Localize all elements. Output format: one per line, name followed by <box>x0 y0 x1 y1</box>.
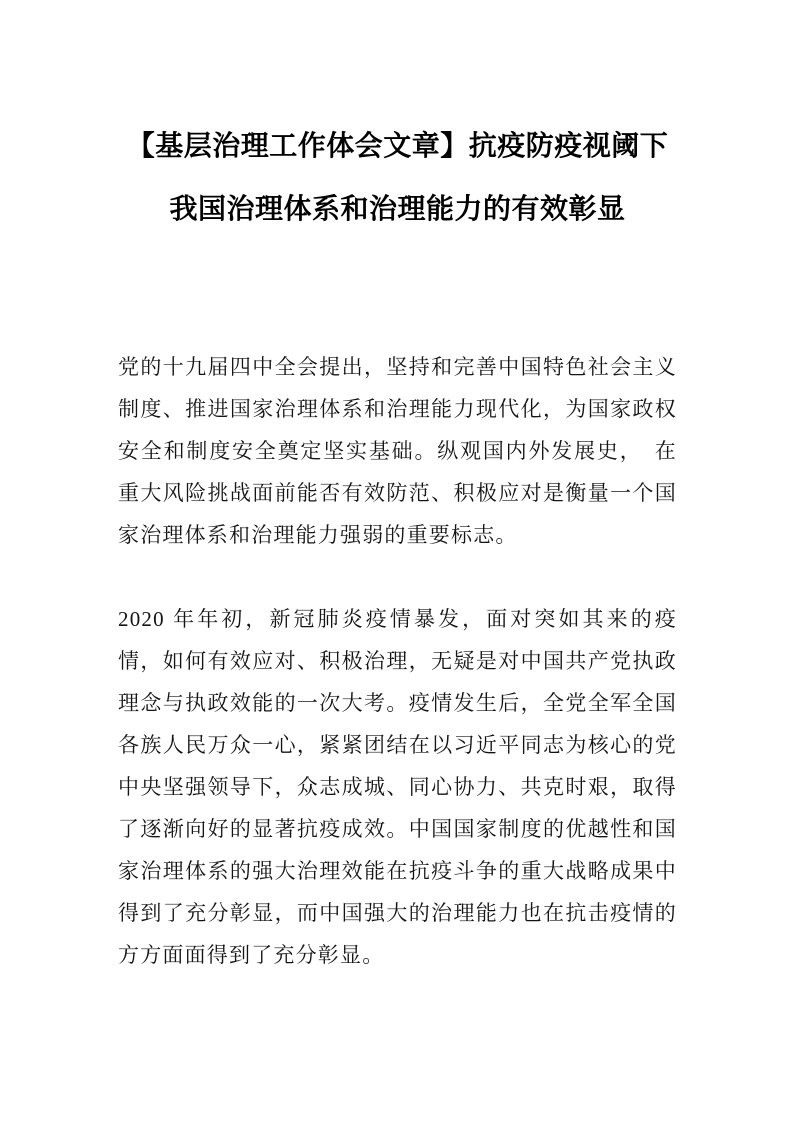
document-title <box>118 115 677 241</box>
document-title-line-2: 我国治理体系和治理能力的有效彰显 <box>169 194 626 225</box>
document-title-line-1: 【基层治理工作体会文章】抗疫防疫视阈下 <box>126 131 669 162</box>
body-paragraph-1: 党的十九届四中全会提出，坚持和完善中国特色社会主义制度、推进国家治理体系和治理能力现代化，为国家政权安全和制度安全奠定坚实基础。纵观国内外发展史， 在重大风险挑战面前能否有效防范、积极应对是衡量一个国家治理体系和治理能力强弱的重要标志。 <box>118 355 677 547</box>
body-paragraph-2: 2020 年年初，新冠肺炎疫情暴发，面对突如其来的疫情，如何有效应对、积极治理，无疑是对中国共产党执政理念与执政效能的一次大考。疫情发生后，全党全军全国各族人民万众一心，紧紧团结在以习近平同志为核心的党中央坚强领导下，众志成城、同心协力、共克时艰，取得了逐渐向好的显著抗疫成效。中国国家制度的优越性和国家治理体系的强大治理效能在抗疫斗争的重大战略成果中得到了充分彰显，而中国强大的治理能力也在抗击疫情的方方面面得到了充分彰显。 <box>118 607 677 967</box>
